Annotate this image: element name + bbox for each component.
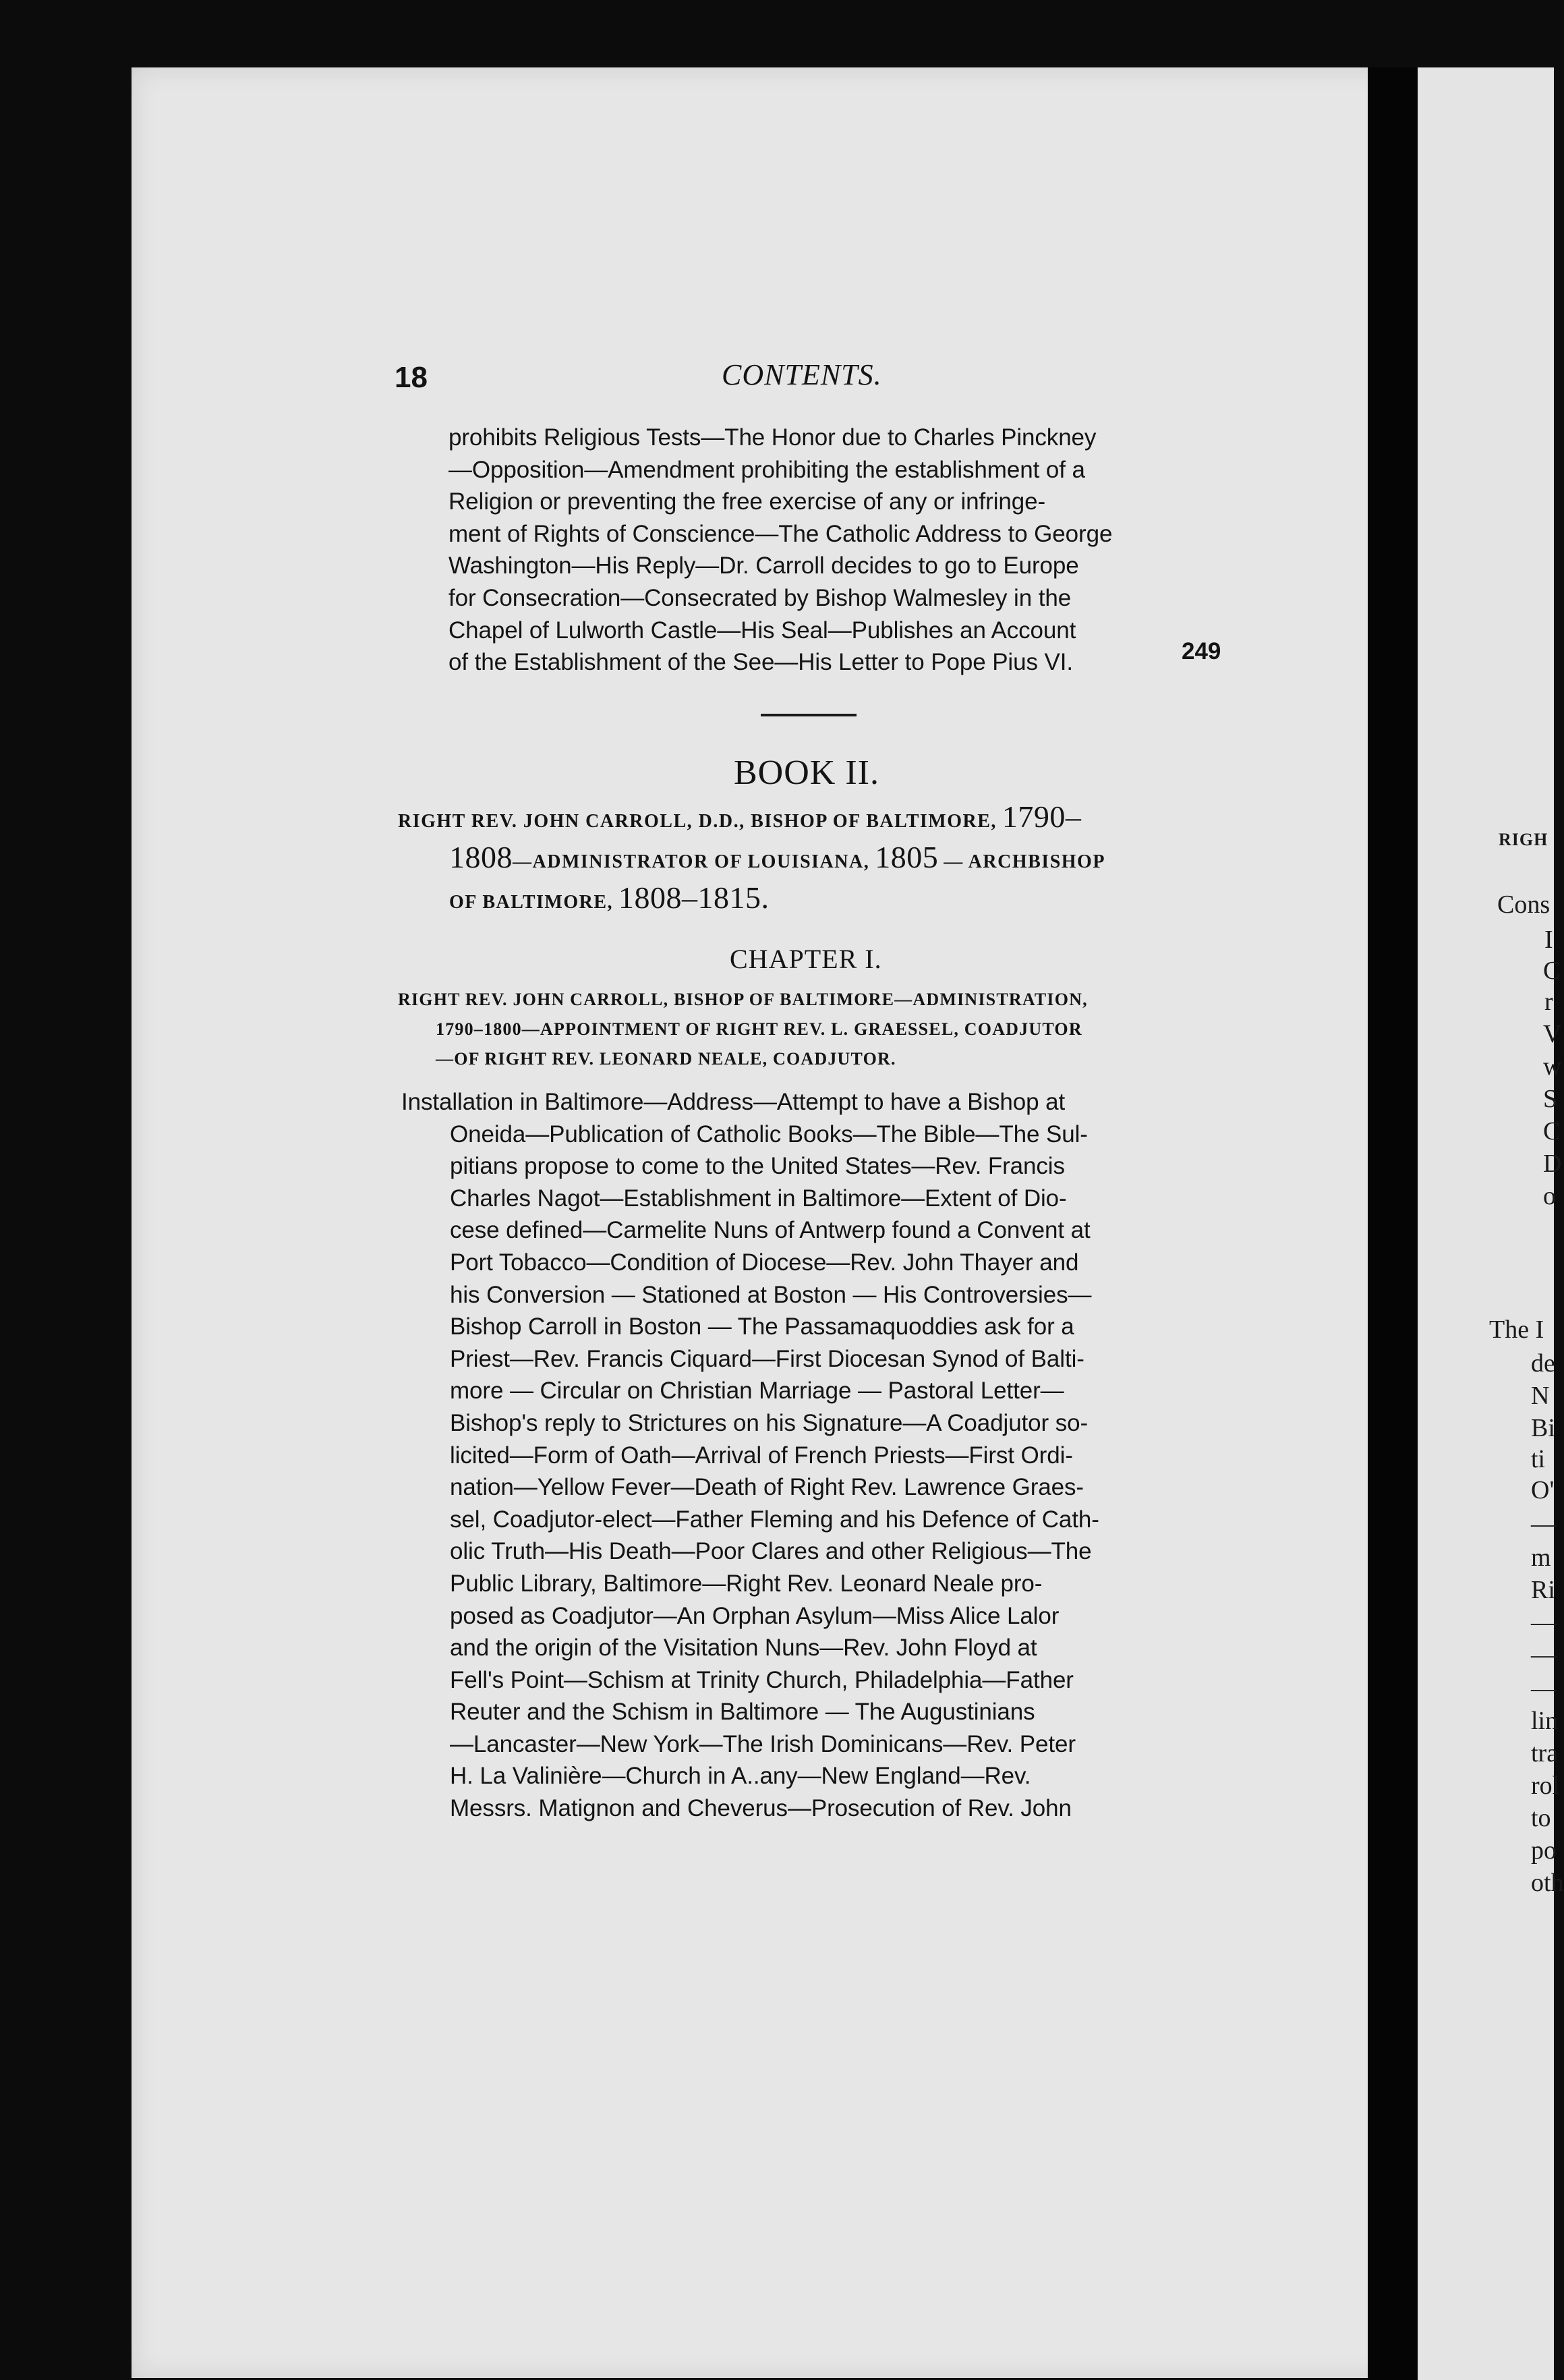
adjacent-fragment: tra — [1531, 1739, 1559, 1767]
text-line: Bishop Carroll in Boston — The Passamaquoddies ask for a — [450, 1313, 1074, 1340]
adjacent-fragment: m — [1531, 1543, 1551, 1572]
adjacent-fragment: to — [1531, 1804, 1551, 1832]
chapter-summary — [401, 1086, 1170, 1825]
adjacent-fragment: rol — [1531, 1772, 1560, 1800]
text-line: olic Truth—His Death—Poor Clares and other Religious—The — [450, 1538, 1092, 1565]
adjacent-fragment: Ri — [1531, 1576, 1555, 1604]
section-divider — [761, 714, 857, 716]
text-line: —Lancaster—New York—The Irish Dominicans—Rev. Peter — [450, 1730, 1076, 1757]
adjacent-fragment: N — [1531, 1382, 1550, 1410]
text-line: licited—Form of Oath—Arrival of French Priests—First Ordi- — [450, 1442, 1073, 1469]
chapter-subtitle-line: —OF RIGHT REV. LEONARD NEALE, COADJUTOR. — [436, 1049, 896, 1069]
book-subtitle-year: 1808–1815. — [618, 880, 770, 915]
adjacent-fragment: po — [1531, 1836, 1557, 1865]
book-subtitle-caps: OF BALTIMORE, — [449, 892, 614, 913]
book-subtitle-caps: RIGHT REV. JOHN CARROLL, D.D., BISHOP OF BALTIMORE, — [398, 811, 997, 832]
book-subtitle-year: 1790– — [1002, 799, 1082, 834]
book-subtitle-line — [398, 801, 1234, 842]
text-line: Religion or preventing the free exercise of any or infringe- — [448, 488, 1046, 515]
chapter-subtitle-line: RIGHT REV. JOHN CARROLL, BISHOP OF BALTIMORE—ADMINISTRATION, — [398, 990, 1088, 1009]
adjacent-fragment: o — [1543, 1182, 1556, 1210]
text-line: Port Tobacco—Condition of Diocese—Rev. John Thayer and — [450, 1249, 1079, 1276]
text-line: more — Circular on Christian Marriage — Pastoral Letter— — [450, 1378, 1064, 1405]
text-line: his Conversion — Stationed at Boston — His Controversies— — [450, 1281, 1092, 1308]
adjacent-fragment: de — [1531, 1349, 1555, 1378]
adjacent-fragment: oth — [1531, 1869, 1564, 1897]
book-subtitle-year: 1805 — [875, 840, 939, 874]
book-heading: BOOK II. — [734, 754, 879, 792]
adjacent-fragment: ti — [1531, 1445, 1546, 1473]
adjacent-fragment: The I — [1489, 1315, 1544, 1344]
text-line: Priest—Rev. Francis Ciquard—First Diocesan Synod of Balti- — [450, 1345, 1084, 1372]
text-line: —Opposition—Amendment prohibiting the establishment of a — [448, 456, 1085, 483]
text-line: pitians propose to come to the United States—Rev. Francis — [450, 1153, 1065, 1180]
page-gutter — [1368, 67, 1418, 2380]
book-subtitle — [398, 801, 1234, 923]
text-line: prohibits Religious Tests—The Honor due to Charles Pinckney — [448, 424, 1097, 451]
text-line: Installation in Baltimore—Address—Attempt to have a Bishop at — [401, 1089, 1066, 1115]
adjacent-fragment: — — [1531, 1641, 1557, 1669]
chapter-subtitle-line: 1790–1800—APPOINTMENT OF RIGHT REV. L. GRAESSEL, COADJUTOR — [436, 1019, 1082, 1039]
adjacent-fragment: D — [1543, 1150, 1562, 1178]
text-line: Fell's Point—Schism at Trinity Church, Philadelphia—Father — [450, 1666, 1074, 1693]
adjacent-fragment: lin — [1531, 1707, 1559, 1735]
text-line: Messrs. Matignon and Cheverus—Prosecution of Rev. John — [450, 1795, 1072, 1822]
text-line: H. La Valinière—Church in A..any—New England—Rev. — [450, 1763, 1031, 1790]
chapter-heading: CHAPTER I. — [730, 944, 882, 974]
text-line: sel, Coadjutor-elect—Father Fleming and his Defence of Cath- — [450, 1506, 1099, 1533]
adjacent-fragment: — — [1531, 1674, 1557, 1703]
text-line: Bishop's reply to Strictures on his Signature—A Coadjutor so- — [450, 1409, 1089, 1436]
text-line: Oneida—Publication of Catholic Books—The Bible—The Sul- — [450, 1121, 1088, 1148]
text-line: for Consecration—Consecrated by Bishop Walmesley in the — [448, 584, 1072, 611]
adjacent-fragment: O' — [1531, 1476, 1555, 1504]
adjacent-fragment: Cons — [1497, 890, 1551, 919]
page-number: 18 — [395, 361, 428, 394]
text-line: Charles Nagot—Establishment in Baltimore—Extent of Dio- — [450, 1185, 1067, 1212]
text-line: Reuter and the Schism in Baltimore — The Augustinians — [450, 1699, 1035, 1726]
adjacent-fragment: — — [1531, 1608, 1557, 1637]
text-line: Chapel of Lulworth Castle—His Seal—Publishes an Account — [448, 617, 1076, 644]
entry-page-reference: 249 — [1182, 638, 1221, 664]
adjacent-fragment: I — [1544, 926, 1553, 954]
book-subtitle-line — [398, 882, 1234, 923]
adjacent-fragment: w — [1543, 1052, 1562, 1081]
adjacent-page — [1418, 67, 1564, 2380]
book-subtitle-line — [398, 842, 1234, 882]
book-subtitle-caps: —ADMINISTRATOR OF LOUISIANA, — [513, 851, 870, 872]
running-head: CONTENTS. — [722, 358, 882, 391]
text-line: nation—Yellow Fever—Death of Right Rev. Lawrence Graes- — [450, 1474, 1084, 1501]
book-subtitle-year: 1808 — [449, 840, 513, 874]
chapter-subtitle — [398, 985, 1234, 1074]
adjacent-fragment: V — [1543, 1020, 1562, 1048]
text-line: ment of Rights of Conscience—The Catholic Address to George — [448, 520, 1113, 547]
text-line: and the origin of the Visitation Nuns—Rev. John Floyd at — [450, 1635, 1037, 1662]
adjacent-fragment: r — [1544, 988, 1553, 1016]
adjacent-fragment: RIGH — [1499, 830, 1548, 849]
adjacent-fragment: — — [1531, 1510, 1557, 1538]
text-line: posed as Coadjutor—An Orphan Asylum—Miss Alice Lalor — [450, 1602, 1060, 1629]
text-line: of the Establishment of the See—His Letter to Pope Pius VI. — [448, 649, 1073, 676]
book-subtitle-caps: — ARCHBISHOP — [944, 851, 1105, 872]
adjacent-fragment: Bi — [1531, 1414, 1555, 1442]
continued-entry-text — [448, 422, 1153, 679]
text-line: cese defined—Carmelite Nuns of Antwerp found a Convent at — [450, 1217, 1091, 1244]
adjacent-fragment: C — [1543, 1117, 1561, 1145]
text-line: Washington—His Reply—Dr. Carroll decides to go to Europe — [448, 552, 1079, 579]
text-line: Public Library, Baltimore—Right Rev. Leonard Neale pro- — [450, 1570, 1043, 1597]
adjacent-fragment: S — [1543, 1085, 1558, 1113]
adjacent-fragment: C — [1543, 957, 1561, 985]
